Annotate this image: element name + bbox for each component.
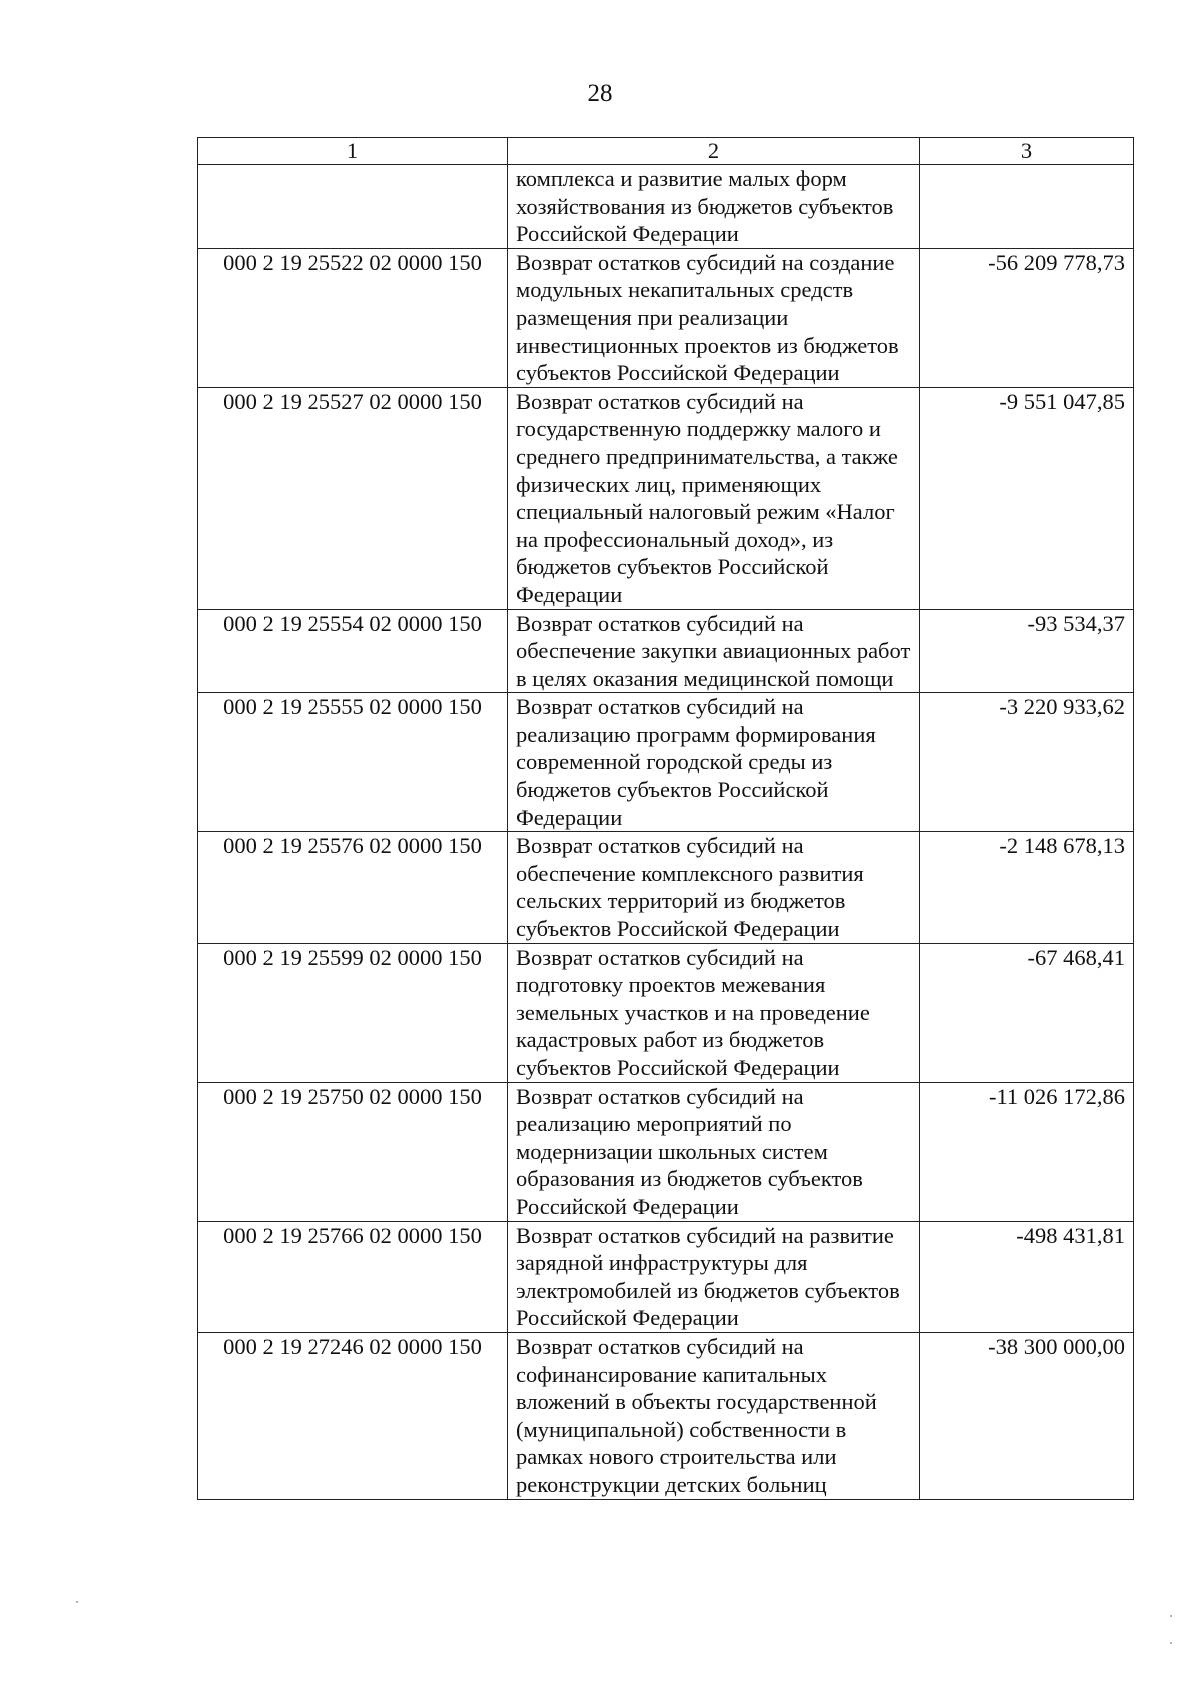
table-row	[198, 387, 1134, 609]
description-cell: Возврат остатков субсидий на подготовку проектов межевания земельных участков и на проведение кадастровых работ из бюджетов субъектов Российской Федерации	[508, 943, 920, 1082]
table-row	[198, 165, 1134, 249]
budget-code-cell: 000 2 19 25554 02 0000 150	[198, 609, 508, 693]
amount-cell: -9 551 047,85	[920, 387, 1134, 609]
column-header-amount: 3	[920, 138, 1134, 165]
description-cell: Возврат остатков субсидий на обеспечение комплексного развития сельских территорий из бюджетов субъектов Российской Федерации	[508, 832, 920, 943]
table-row	[198, 1082, 1134, 1221]
budget-code-cell: 000 2 19 25522 02 0000 150	[198, 248, 508, 387]
amount-cell	[920, 165, 1134, 249]
amount-cell: -3 220 933,62	[920, 693, 1134, 832]
description-cell: Возврат остатков субсидий на реализацию программ формирования современной городской среды из бюджетов субъектов Российской Федерации	[508, 693, 920, 832]
budget-code-cell	[198, 165, 508, 249]
table-body	[198, 165, 1134, 1500]
header-row	[198, 138, 1134, 165]
table-row	[198, 1221, 1134, 1332]
amount-cell: -498 431,81	[920, 1221, 1134, 1332]
table-row	[198, 609, 1134, 693]
table-row	[198, 943, 1134, 1082]
description-cell: Возврат остатков субсидий на реализацию мероприятий по модернизации школьных систем образования из бюджетов субъектов Российской Федерации	[508, 1082, 920, 1221]
budget-code-cell: 000 2 19 25555 02 0000 150	[198, 693, 508, 832]
description-cell: Возврат остатков субсидий на развитие зарядной инфраструктуры для электромобилей из бюджетов субъектов Российской Федерации	[508, 1221, 920, 1332]
column-header-description: 2	[508, 138, 920, 165]
budget-code-cell: 000 2 19 25766 02 0000 150	[198, 1221, 508, 1332]
table-header	[198, 138, 1134, 165]
description-cell: Возврат остатков субсидий на обеспечение закупки авиационных работ в целях оказания медицинской помощи	[508, 609, 920, 693]
budget-code-cell: 000 2 19 25599 02 0000 150	[198, 943, 508, 1082]
amount-cell: -2 148 678,13	[920, 832, 1134, 943]
budget-code-cell: 000 2 19 25576 02 0000 150	[198, 832, 508, 943]
description-cell: Возврат остатков субсидий на создание модульных некапитальных средств размещения при реализации инвестиционных проектов из бюджетов субъектов Российской Федерации	[508, 248, 920, 387]
amount-cell: -56 209 778,73	[920, 248, 1134, 387]
scan-speck	[1170, 1615, 1172, 1617]
budget-code-cell: 000 2 19 27246 02 0000 150	[198, 1332, 508, 1499]
amount-cell: -93 534,37	[920, 609, 1134, 693]
budget-code-cell: 000 2 19 25750 02 0000 150	[198, 1082, 508, 1221]
amount-cell: -38 300 000,00	[920, 1332, 1134, 1499]
column-header-code: 1	[198, 138, 508, 165]
table-row	[198, 693, 1134, 832]
description-cell: Возврат остатков субсидий на софинансирование капитальных вложений в объекты государственной (муниципальной) собственности в рамках нового строительства или реконструкции детских больниц	[508, 1332, 920, 1499]
budget-code-cell: 000 2 19 25527 02 0000 150	[198, 387, 508, 609]
table-row	[198, 832, 1134, 943]
table-row	[198, 248, 1134, 387]
budget-table	[197, 137, 1134, 1500]
scan-speck	[76, 1601, 78, 1603]
amount-cell: -67 468,41	[920, 943, 1134, 1082]
description-cell: Возврат остатков субсидий на государственную поддержку малого и среднего предпринимательства, а также физических лиц, применяющих специальный налоговый режим «Налог на профессиональный доход», из бюджетов субъектов Российской Федерации	[508, 387, 920, 609]
page-number: 28	[587, 80, 613, 107]
scan-speck	[1170, 1642, 1172, 1644]
amount-cell: -11 026 172,86	[920, 1082, 1134, 1221]
table-row	[198, 1332, 1134, 1499]
description-cell: комплекса и развитие малых форм хозяйствования из бюджетов субъектов Российской Федерации	[508, 165, 920, 249]
